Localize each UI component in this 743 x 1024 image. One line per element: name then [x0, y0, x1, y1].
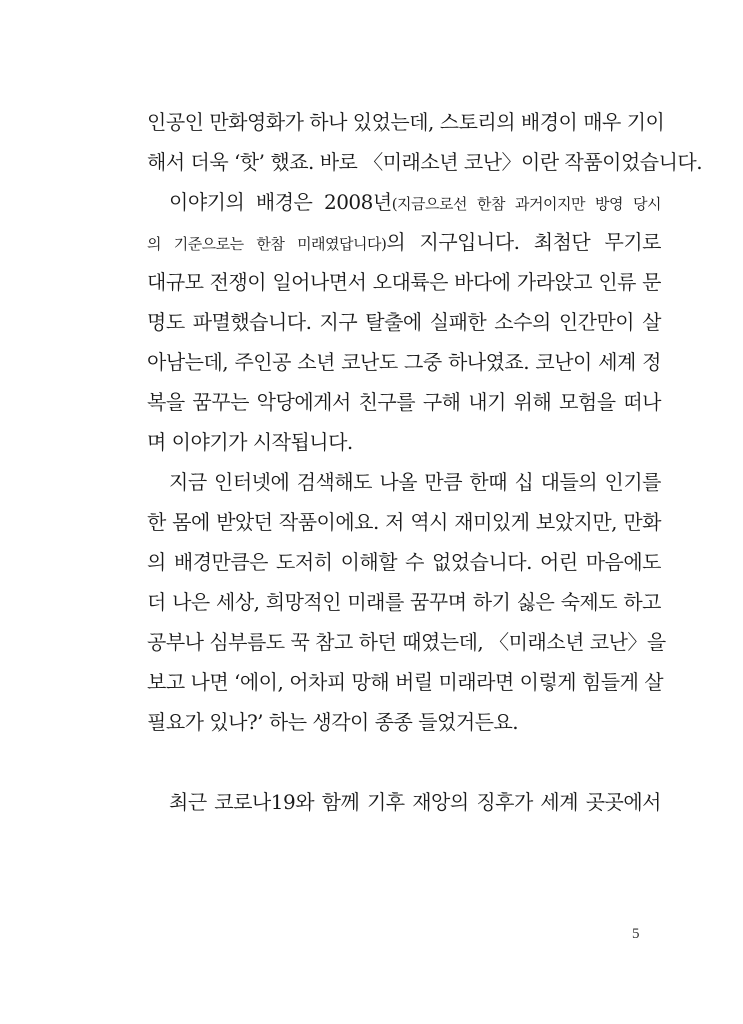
body-text — [147, 102, 703, 822]
text-line: 해서 더욱 ‘핫’ 했죠. 바로 〈미래소년 코난〉이란 작품이었습니다. — [147, 150, 703, 174]
section-gap — [147, 742, 661, 782]
text-line: 며 이야기가 시작됩니다. — [147, 430, 353, 454]
parenthetical-note: (지금으로선 한참 과거이지만 방영 당시 — [391, 195, 661, 213]
text-line: 최근 코로나19와 함께 기후 재앙의 징후가 세계 곳곳에서 — [169, 790, 661, 814]
text-line: 더 나은 세상, 희망적인 미래를 꿈꾸며 하기 싫은 숙제도 하고 — [147, 590, 661, 614]
text-line: 공부나 심부름도 꾹 참고 하던 때였는데, 〈미래소년 코난〉을 — [147, 630, 666, 654]
text-line — [147, 182, 661, 222]
page-number: 5 — [632, 926, 640, 942]
text-line — [147, 222, 661, 262]
text-line: 인공인 만화영화가 하나 있었는데, 스토리의 배경이 매우 기이 — [147, 110, 665, 134]
text-line: 한 몸에 받았던 작품이에요. 저 역시 재미있게 보았지만, 만화 — [147, 510, 661, 534]
text-segment: 의 지구입니다. 최첨단 무기로 — [386, 230, 661, 254]
text-line: 복을 꿈꾸는 악당에게서 친구를 구해 내기 위해 모험을 떠나 — [147, 390, 661, 414]
text-line: 의 배경만큼은 도저히 이해할 수 없었습니다. 어린 마음에도 — [147, 550, 661, 574]
text-line: 필요가 있나?’ 하는 생각이 종종 들었거든요. — [147, 710, 519, 734]
text-segment: 이야기의 배경은 2008년 — [169, 190, 392, 214]
text-line: 아남는데, 주인공 소년 코난도 그중 하나였죠. 코난이 세계 정 — [147, 350, 661, 374]
text-line: 지금 인터넷에 검색해도 나올 만큼 한때 십 대들의 인기를 — [169, 470, 661, 494]
text-line: 보고 나면 ‘에이, 어차피 망해 버릴 미래라면 이렇게 힘들게 살 — [147, 670, 664, 694]
text-line: 명도 파멸했습니다. 지구 탈출에 실패한 소수의 인간만이 살 — [147, 310, 661, 334]
text-line: 대규모 전쟁이 일어나면서 오대륙은 바다에 가라앉고 인류 문 — [147, 270, 661, 294]
parenthetical-note: 의 기준으로는 한참 미래였답니다) — [147, 235, 387, 253]
